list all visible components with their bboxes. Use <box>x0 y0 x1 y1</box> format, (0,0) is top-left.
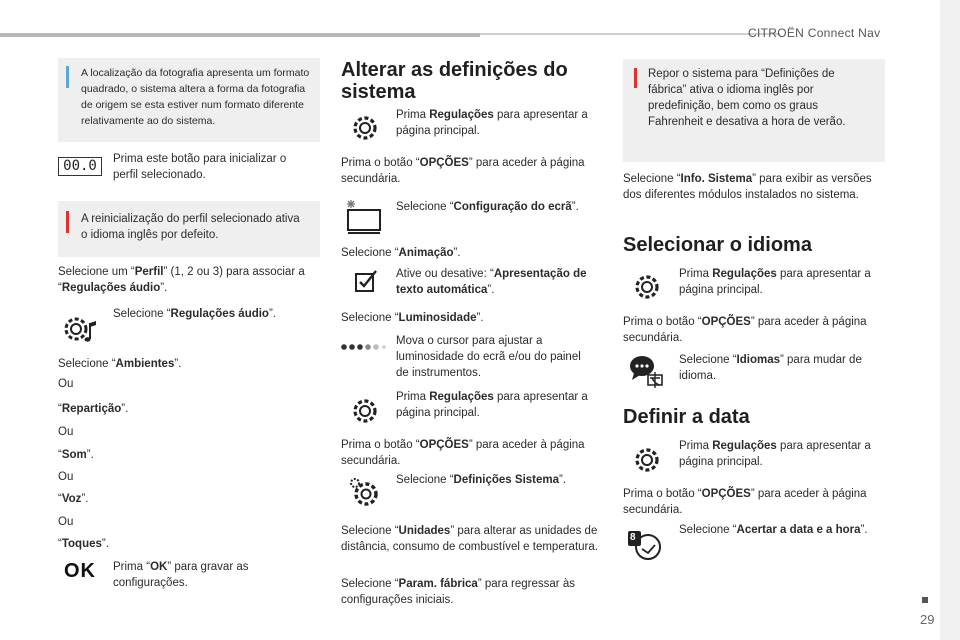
toques-text: “Toques”. <box>58 538 109 550</box>
info-note-box <box>58 58 320 142</box>
header-title: CITROËN Connect Nav <box>748 26 881 40</box>
page-marker <box>922 597 928 603</box>
idiomas-text: Selecione “Idiomas” para mudar de idioma. <box>679 354 862 382</box>
audio-settings-icon <box>60 313 100 347</box>
warning-note-text: A reinicialização do perfil selecionado ativa o idioma inglês por defeito. <box>81 213 300 241</box>
system-info-text: Selecione “Info. Sistema” para exibir as versões dos diferentes módulos instalados no sistema. <box>623 173 872 201</box>
som-text: “Som”. <box>58 449 94 461</box>
regulacoes-text-1: Prima Regulações para apresentar a página principal. <box>396 109 588 137</box>
factory-warning-text: Repor o sistema para “Definições de fábrica” ativa o idioma inglês por predefinição, bem como os graus Fahrenheit e desativa a hora de verão. <box>648 68 846 128</box>
settings-gear-icon-3 <box>632 272 662 302</box>
options-text-1: Prima o botão “OPÇÕES” para aceder à página secundária. <box>341 157 585 185</box>
system-settings-gears-icon <box>348 476 382 510</box>
screen-config-icon <box>343 198 385 236</box>
header-rule <box>0 33 480 37</box>
ok-save-text: Prima “OK” para gravar as configurações. <box>113 561 249 589</box>
audio-settings-text: Selecione “Regulações áudio”. <box>113 308 276 320</box>
reset-profile-text: Prima este botão para inicializar o perfil selecionado. <box>113 153 287 181</box>
page-number: 29 <box>920 612 935 627</box>
system-settings-text: Selecione “Definições Sistema”. <box>396 474 567 486</box>
factory-warning-bar <box>634 68 637 88</box>
regulacoes-text-3: Prima Regulações para apresentar a página principal. <box>679 268 871 296</box>
clock-badge-number: 8 <box>630 532 636 543</box>
cursor-brightness-text: Mova o cursor para ajustar a luminosidade do ecrã e/ou do painel de instrumentos. <box>396 335 581 379</box>
reparticao-text: “Repartição”. <box>58 403 129 415</box>
animacao-text: Selecione “Animação”. <box>341 247 461 259</box>
warning-note-box <box>58 201 320 257</box>
settings-gear-icon-4 <box>632 445 662 475</box>
brightness-slider-icon <box>340 342 386 352</box>
info-bar <box>66 66 69 88</box>
select-profile-text: Selecione um “Perfil” (1, 2 ou 3) para associar a “Regulações áudio”. <box>58 266 305 294</box>
header-rule-thin <box>480 33 780 35</box>
warning-bar <box>66 211 69 233</box>
settings-gear-icon-2 <box>350 396 380 426</box>
settings-gear-icon <box>350 113 380 143</box>
regulacoes-text-4: Prima Regulações para apresentar a página principal. <box>679 440 871 468</box>
ou-text-3: Ou <box>58 471 74 483</box>
section-title-language: Selecionar o idioma <box>623 234 812 256</box>
checkbox-icon <box>353 268 379 294</box>
options-text-4: Prima o botão “OPÇÕES” para aceder à página secundária. <box>623 488 867 516</box>
ou-text-2: Ou <box>58 426 74 438</box>
factory-warning-box <box>623 59 885 162</box>
unidades-text: Selecione “Unidades” para alterar as unidades de distância, consumo de combustível e temperatura. <box>341 525 598 553</box>
regulacoes-text-2: Prima Regulações para apresentar a página principal. <box>396 391 588 419</box>
screen-config-text: Selecione “Configuração do ecrã”. <box>396 201 579 213</box>
luminosidade-text: Selecione “Luminosidade”. <box>341 312 484 324</box>
page-edge-strip <box>940 0 960 640</box>
ambientes-text: Selecione “Ambientes”. <box>58 358 182 370</box>
voz-text: “Voz”. <box>58 493 89 505</box>
section-title-date: Definir a data <box>623 406 750 428</box>
factory-reset-text: Selecione “Param. fábrica” para regressar às configurações iniciais. <box>341 578 575 606</box>
language-icon <box>628 353 668 391</box>
options-text-3: Prima o botão “OPÇÕES” para aceder à página secundária. <box>623 316 867 344</box>
auto-text-toggle-text: Ative ou desative: “Apresentação de texto automática”. <box>396 268 587 296</box>
ou-text-4: Ou <box>58 516 74 528</box>
set-date-text: Selecione “Acertar a data e a hora”. <box>679 524 868 536</box>
ok-icon: OK <box>64 560 96 582</box>
ou-text-1: Ou <box>58 378 74 390</box>
info-note-text: A localização da fotografia apresenta um formato quadrado, o sistema altera a forma da fotografia de origem se esta estiver num formato diferente relativamente ao do sistema. <box>81 67 310 127</box>
section-title-system: Alterar as definições do sistema <box>341 59 568 103</box>
options-text-2: Prima o botão “OPÇÕES” para aceder à página secundária. <box>341 439 585 467</box>
lcd-reset-icon: 00.0 <box>58 157 102 176</box>
